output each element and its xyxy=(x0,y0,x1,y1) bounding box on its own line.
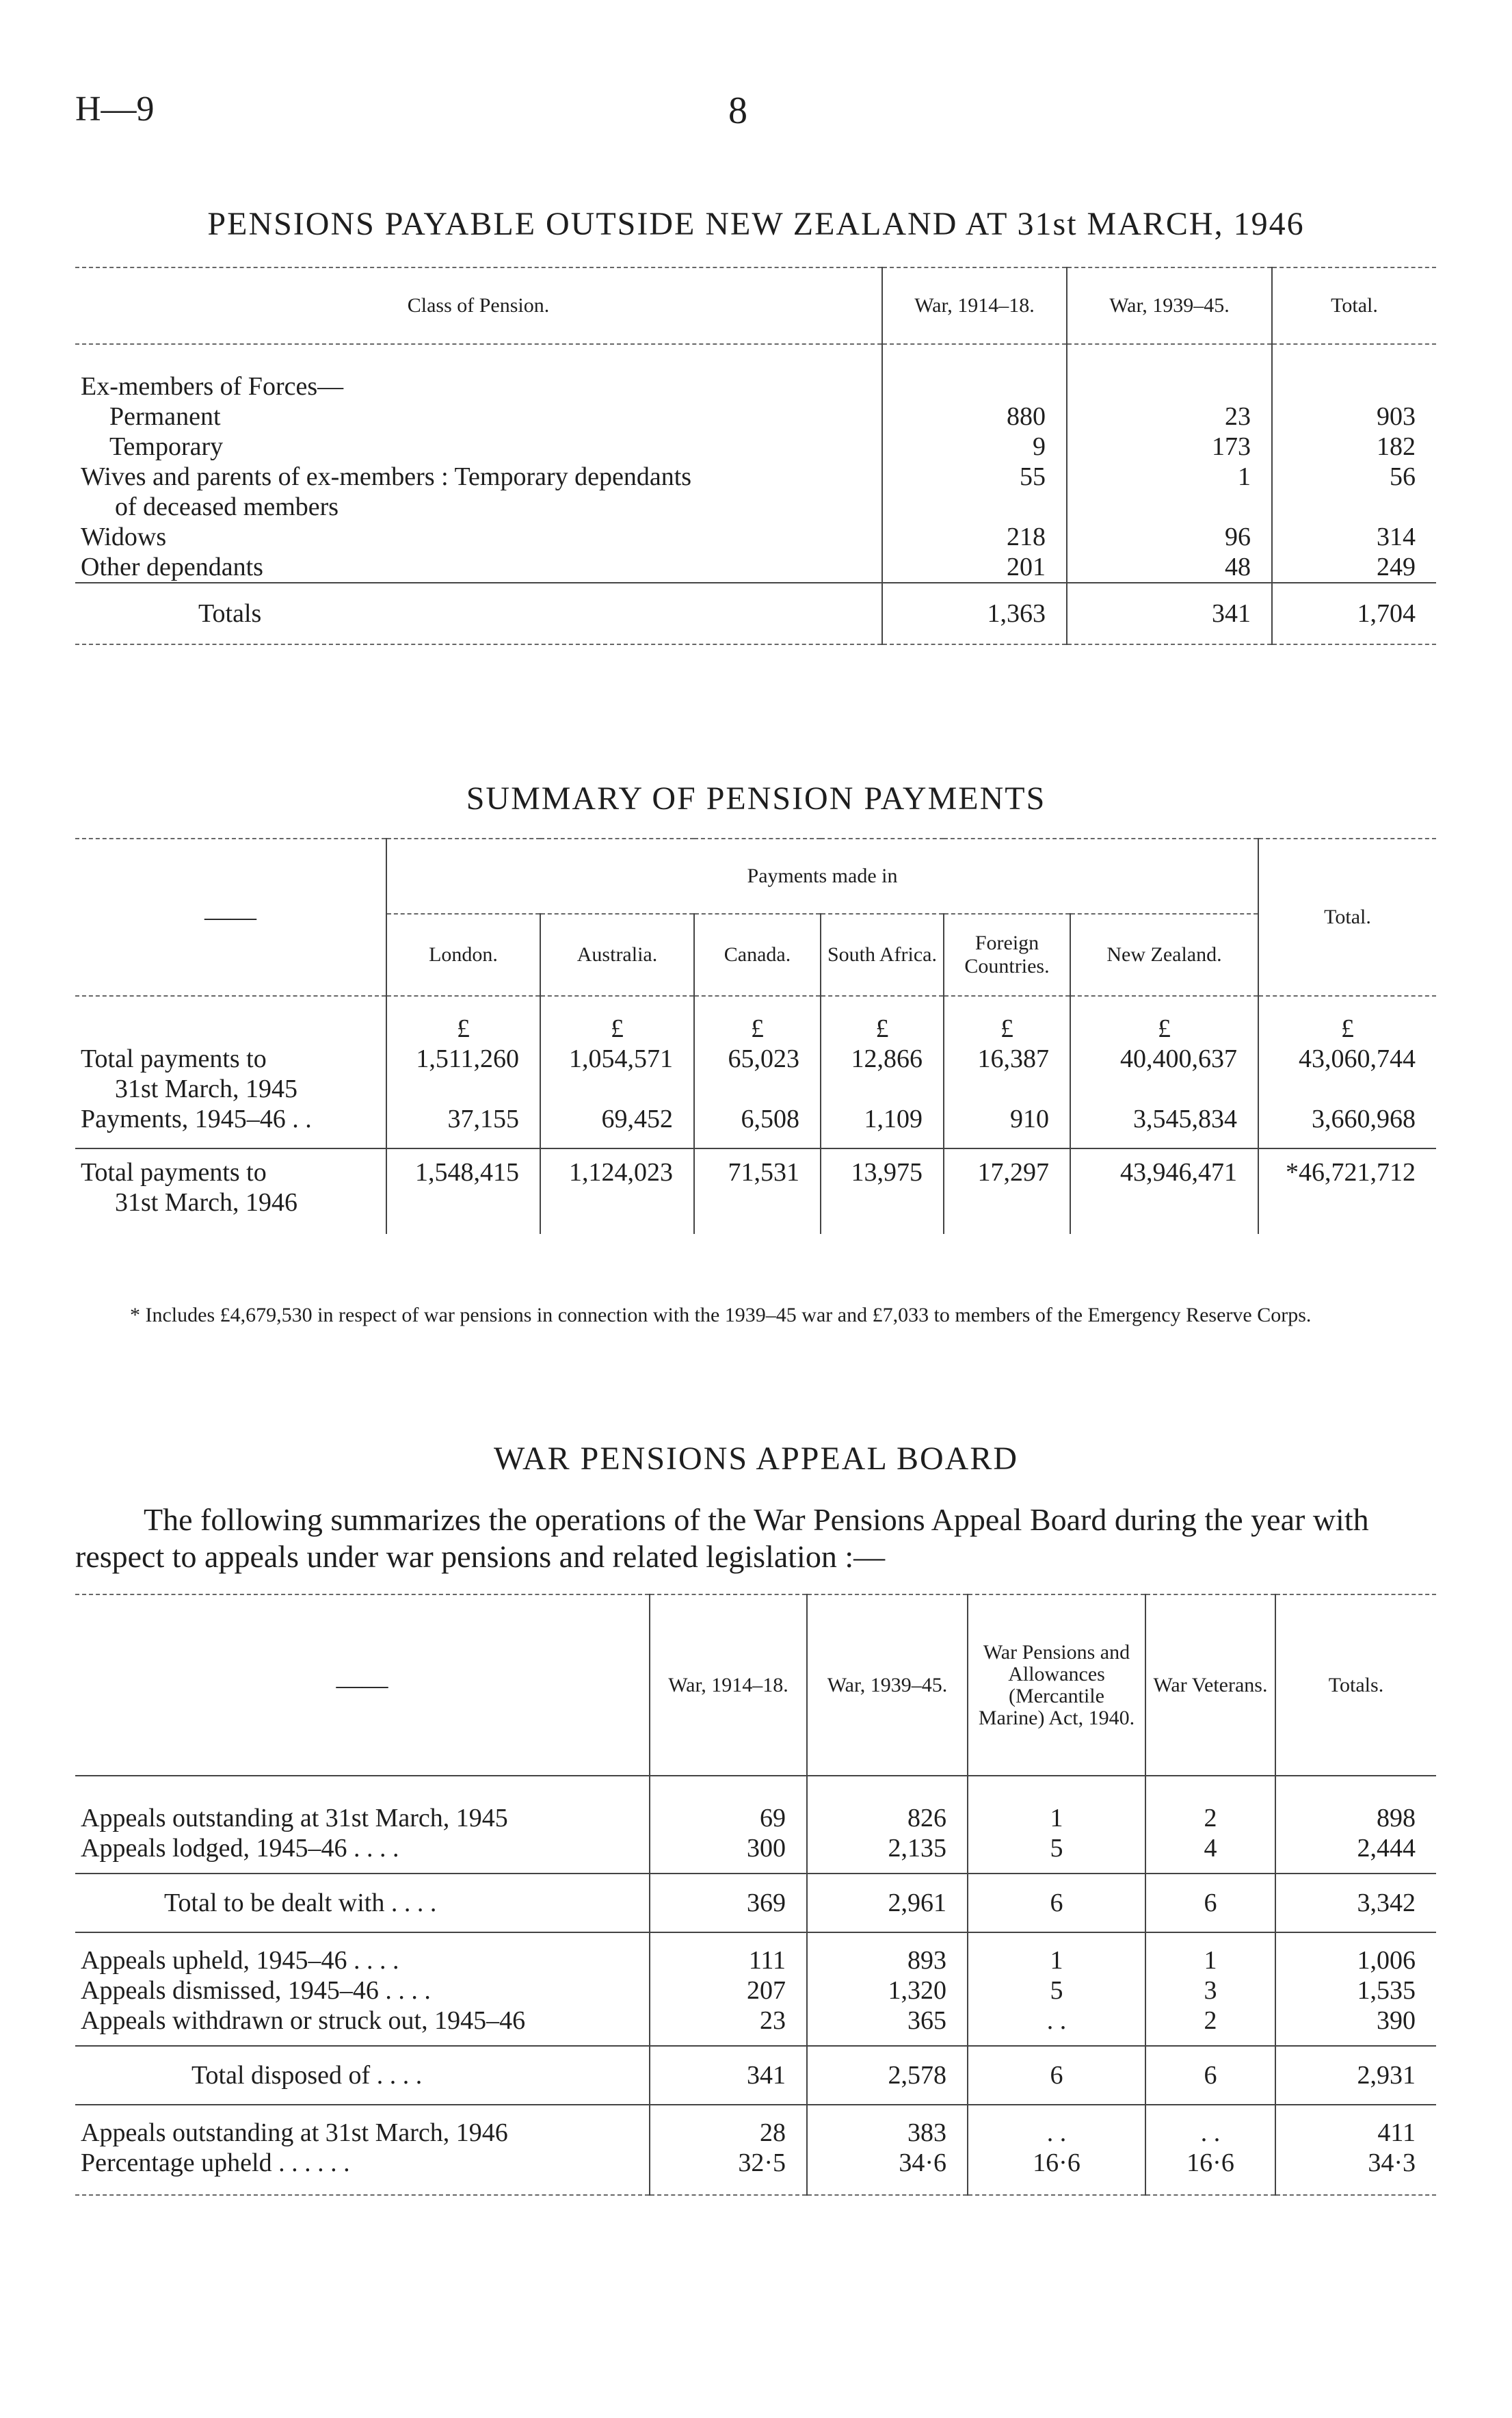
cell: 300 xyxy=(650,1833,807,1874)
row-label: Other dependants xyxy=(75,552,882,583)
col-foreign-countries: Foreign Countries. xyxy=(944,914,1070,996)
row-label: Appeals outstanding at 31st March, 1945 xyxy=(81,1804,508,1832)
cell: 43,946,471 xyxy=(1070,1148,1258,1234)
cell: 2 xyxy=(1145,2006,1275,2046)
row-label: Temporary xyxy=(109,432,224,461)
cell: 13,975 xyxy=(821,1148,944,1234)
cell: 2,931 xyxy=(1275,2046,1436,2105)
cell: 43,060,744 xyxy=(1258,1044,1436,1104)
cell: 32·5 xyxy=(650,2148,807,2195)
cell: 1,124,023 xyxy=(540,1148,694,1234)
row-label: Appeals outstanding at 31st March, 1946 xyxy=(81,2118,508,2147)
table-row xyxy=(75,1833,1436,1874)
cell: 23 xyxy=(650,2006,807,2046)
cell: 898 xyxy=(1275,1803,1436,1833)
totals-label: Totals xyxy=(75,583,882,644)
appeal-board-table xyxy=(75,1594,1436,2196)
cell: 314 xyxy=(1272,522,1436,552)
cell: 4 xyxy=(1145,1833,1275,1874)
col-war-veterans: War Veterans. xyxy=(1145,1594,1275,1776)
table3-header-row xyxy=(75,1594,1436,1776)
cell: . . xyxy=(968,2105,1145,2148)
cell: 2,961 xyxy=(807,1874,968,1932)
cell: 1,006 xyxy=(1275,1932,1436,1975)
cell: 71,531 xyxy=(694,1148,821,1234)
cell: 1,320 xyxy=(807,1975,968,2006)
table-row xyxy=(75,1803,1436,1833)
cell: 207 xyxy=(650,1975,807,2006)
pensions-outside-nz-table xyxy=(75,267,1436,645)
cell: 6 xyxy=(968,2046,1145,2105)
cell: 1,704 xyxy=(1272,583,1436,644)
cell: 201 xyxy=(882,552,1067,583)
table-row xyxy=(75,1874,1436,1932)
col-mercantile-marine: War Pensions and Allowances (Mercantile Marine) Act, 1940. xyxy=(968,1594,1145,1776)
cell: 16,387 xyxy=(944,1044,1070,1104)
cell: 6,508 xyxy=(694,1104,821,1148)
col-canada: Canada. xyxy=(694,914,821,996)
cell: 1,054,571 xyxy=(540,1044,694,1104)
col-total: Total. xyxy=(1258,839,1436,996)
cell: 2,444 xyxy=(1275,1833,1436,1874)
row-label: Appeals dismissed, 1945–46 . . . . xyxy=(81,1976,431,2005)
table-row xyxy=(75,1044,1436,1104)
cell: 40,400,637 xyxy=(1070,1044,1258,1104)
footnote: * Includes £4,679,530 in respect of war pensions in connection with the 1939–45 war and £7,033 to members of the Emergency Reserve Corps. xyxy=(130,1304,1312,1326)
row-label-cont: 31st March, 1946 xyxy=(115,1188,298,1217)
table-row xyxy=(75,2105,1436,2148)
cell: 365 xyxy=(807,2006,968,2046)
cell: 17,297 xyxy=(944,1148,1070,1234)
row-label: Total disposed of . . . . xyxy=(75,2046,650,2105)
table3-title: WAR PENSIONS APPEAL BOARD xyxy=(494,1441,1018,1477)
cell: 218 xyxy=(882,522,1067,552)
cell: 111 xyxy=(650,1932,807,1975)
cell: 23 xyxy=(1067,402,1272,432)
col-war-1914-18: War, 1914–18. xyxy=(650,1594,807,1776)
table-row xyxy=(75,552,1436,583)
col-new-zealand: New Zealand. xyxy=(1070,914,1258,996)
cell: 3,342 xyxy=(1275,1874,1436,1932)
row-label: Total payments to xyxy=(81,1044,267,1073)
cell: 56 xyxy=(1272,462,1436,522)
currency-row xyxy=(75,996,1436,1044)
row-label: Appeals upheld, 1945–46 . . . . xyxy=(81,1946,399,1975)
col-war-1939-45: War, 1939–45. xyxy=(807,1594,968,1776)
currency-symbol: £ xyxy=(944,996,1070,1044)
cell: 96 xyxy=(1067,522,1272,552)
cell: 1 xyxy=(1067,462,1272,522)
cell: 2 xyxy=(1145,1803,1275,1833)
cell: 2,135 xyxy=(807,1833,968,1874)
cell: *46,721,712 xyxy=(1258,1148,1436,1234)
row-label: Appeals withdrawn or struck out, 1945–46 xyxy=(75,2006,650,2046)
table-row xyxy=(75,371,1436,402)
cell: 69 xyxy=(650,1803,807,1833)
cell: 69,452 xyxy=(540,1104,694,1148)
cell: 411 xyxy=(1275,2105,1436,2148)
row-label: Percentage upheld . . . . . . xyxy=(75,2148,650,2195)
cell: 6 xyxy=(1145,2046,1275,2105)
cell: 3 xyxy=(1145,1975,1275,2006)
cell: 34·3 xyxy=(1275,2148,1436,2195)
currency-symbol: £ xyxy=(540,996,694,1044)
cell: 1,363 xyxy=(882,583,1067,644)
row-label-cont: of deceased members xyxy=(115,492,339,521)
row-label: Widows xyxy=(81,523,167,551)
col-war-1939-45: War, 1939–45. xyxy=(1067,267,1272,344)
currency-symbol: £ xyxy=(386,996,540,1044)
table-row xyxy=(75,1932,1436,1975)
group-label: Ex-members of Forces— xyxy=(81,372,344,401)
col-south-africa: South Africa. xyxy=(821,914,944,996)
cell: 826 xyxy=(807,1803,968,1833)
payments-made-in-header: Payments made in xyxy=(386,839,1258,914)
pension-payments-summary-table xyxy=(75,838,1436,1234)
table-row xyxy=(75,522,1436,552)
cell: . . xyxy=(968,2006,1145,2046)
table-row xyxy=(75,402,1436,432)
table-row xyxy=(75,1975,1436,2006)
cell: 182 xyxy=(1272,432,1436,462)
cell: 34·6 xyxy=(807,2148,968,2195)
col-total: Total. xyxy=(1272,267,1436,344)
cell: 369 xyxy=(650,1874,807,1932)
cell: 1,511,260 xyxy=(386,1044,540,1104)
currency-symbol: £ xyxy=(694,996,821,1044)
row-label: Total payments to xyxy=(81,1158,267,1187)
row-label: Wives and parents of ex-members : Temporary dependants xyxy=(81,462,692,491)
dash-header: —— xyxy=(75,839,386,996)
cell: 1,109 xyxy=(821,1104,944,1148)
cell: 903 xyxy=(1272,402,1436,432)
table-row xyxy=(75,2046,1436,2105)
page-ref: H—9 xyxy=(75,90,155,129)
cell: 16·6 xyxy=(968,2148,1145,2195)
cell: . . xyxy=(1145,2105,1275,2148)
cell: 48 xyxy=(1067,552,1272,583)
col-class-of-pension: Class of Pension. xyxy=(75,267,882,344)
row-label: Permanent xyxy=(109,402,221,431)
cell: 5 xyxy=(968,1833,1145,1874)
cell: 3,545,834 xyxy=(1070,1104,1258,1148)
col-war-1914-18: War, 1914–18. xyxy=(882,267,1067,344)
cell: 16·6 xyxy=(1145,2148,1275,2195)
table2-title: SUMMARY OF PENSION PAYMENTS xyxy=(466,780,1046,817)
col-australia: Australia. xyxy=(540,914,694,996)
table-row xyxy=(75,2148,1436,2195)
cell: 383 xyxy=(807,2105,968,2148)
cell: 55 xyxy=(882,462,1067,522)
cell: 2,578 xyxy=(807,2046,968,2105)
cell: 880 xyxy=(882,402,1067,432)
row-label: Payments, 1945–46 . . xyxy=(75,1104,386,1148)
row-label: Appeals lodged, 1945–46 . . . . xyxy=(75,1833,650,1874)
cell: 5 xyxy=(968,1975,1145,2006)
cell: 1,548,415 xyxy=(386,1148,540,1234)
cell: 3,660,968 xyxy=(1258,1104,1436,1148)
cell: 341 xyxy=(650,2046,807,2105)
cell: 341 xyxy=(1067,583,1272,644)
cell: 37,155 xyxy=(386,1104,540,1148)
cell: 12,866 xyxy=(821,1044,944,1104)
table1-title: PENSIONS PAYABLE OUTSIDE NEW ZEALAND AT 31st MARCH, 1946 xyxy=(207,206,1305,242)
cell: 6 xyxy=(1145,1874,1275,1932)
currency-symbol: £ xyxy=(1258,996,1436,1044)
cell: 1,535 xyxy=(1275,1975,1436,2006)
currency-symbol: £ xyxy=(821,996,944,1044)
cell: 1 xyxy=(1145,1932,1275,1975)
table-row xyxy=(75,1104,1436,1148)
col-totals: Totals. xyxy=(1275,1594,1436,1776)
col-london: London. xyxy=(386,914,540,996)
cell: 249 xyxy=(1272,552,1436,583)
cell: 1 xyxy=(968,1803,1145,1833)
cell: 1 xyxy=(968,1932,1145,1975)
row-label-cont: 31st March, 1945 xyxy=(115,1075,298,1103)
table1-header-row xyxy=(75,267,1436,344)
cell: 893 xyxy=(807,1932,968,1975)
table-row xyxy=(75,2006,1436,2046)
table-row xyxy=(75,432,1436,462)
cell: 28 xyxy=(650,2105,807,2148)
dash-header: —— xyxy=(75,1594,650,1776)
cell: 6 xyxy=(968,1874,1145,1932)
cell: 390 xyxy=(1275,2006,1436,2046)
cell: 65,023 xyxy=(694,1044,821,1104)
table-row xyxy=(75,1148,1436,1234)
intro-paragraph: The following summarizes the operations of the War Pensions Appeal Board during the year with respect to appeals under war pensions and related legislation :— xyxy=(75,1502,1369,1574)
currency-symbol: £ xyxy=(1070,996,1258,1044)
cell: 910 xyxy=(944,1104,1070,1148)
cell: 173 xyxy=(1067,432,1272,462)
cell: 9 xyxy=(882,432,1067,462)
row-label: Total to be dealt with . . . . xyxy=(75,1874,650,1932)
page-number: 8 xyxy=(728,90,747,132)
table-row xyxy=(75,462,1436,522)
totals-row xyxy=(75,583,1436,644)
